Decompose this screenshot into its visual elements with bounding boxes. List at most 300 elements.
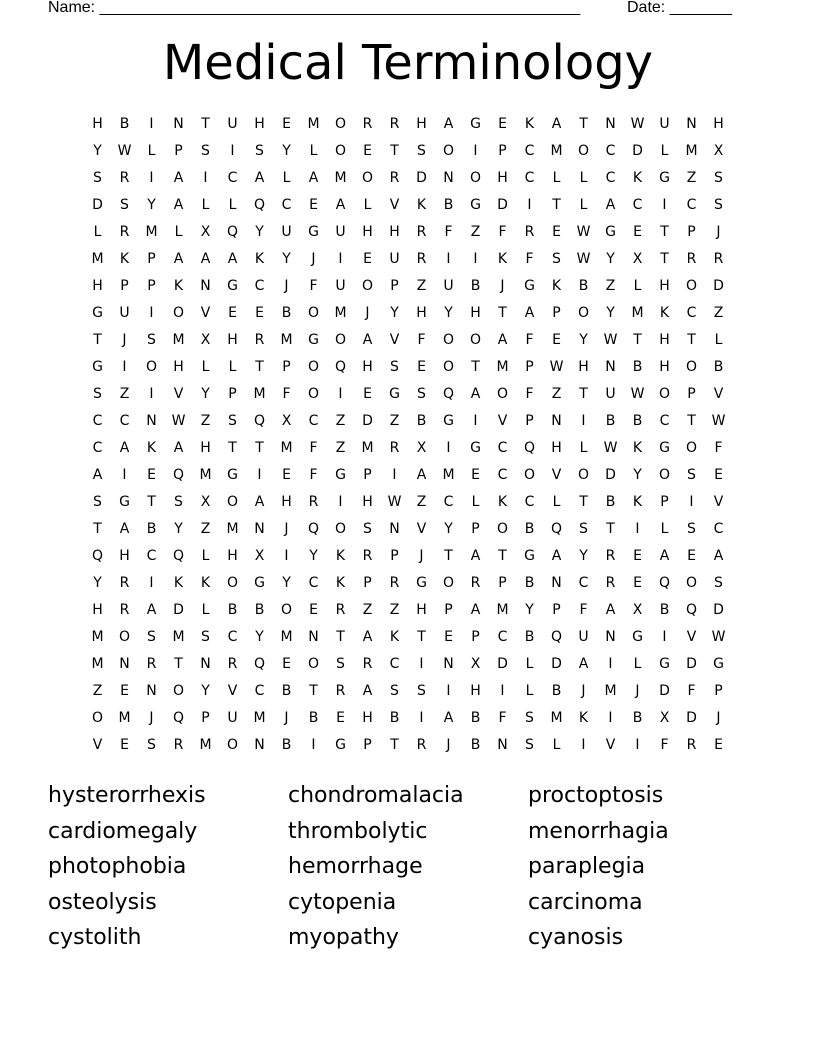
- grid-letter: O: [658, 386, 671, 402]
- grid-letter: D: [416, 170, 427, 186]
- grid-letter: S: [390, 683, 399, 699]
- grid-row: [84, 624, 732, 651]
- grid-letter: I: [149, 575, 154, 591]
- grid-letter: B: [146, 521, 157, 537]
- grid-letter: E: [363, 251, 372, 267]
- grid-letter: F: [525, 332, 534, 348]
- grid-letter: N: [254, 521, 265, 537]
- grid-letter: L: [201, 197, 210, 213]
- grid-letter: J: [284, 710, 289, 726]
- grid-letter: T: [444, 548, 453, 564]
- grid-letter: Q: [226, 224, 239, 240]
- grid-letter: E: [444, 629, 453, 645]
- grid-letter: M: [280, 440, 293, 456]
- grid-letter: T: [93, 332, 102, 348]
- grid-letter: L: [525, 683, 534, 699]
- grid-letter: H: [389, 224, 400, 240]
- grid-letter: U: [578, 629, 589, 645]
- grid-letter: T: [390, 143, 399, 159]
- grid-letter: S: [714, 170, 723, 186]
- grid-letter: S: [552, 251, 561, 267]
- grid-letter: V: [227, 683, 238, 699]
- grid-letter: O: [334, 143, 347, 159]
- grid-letter: F: [417, 332, 426, 348]
- grid-letter: N: [605, 359, 616, 375]
- grid-letter: P: [687, 224, 696, 240]
- grid-letter: Y: [444, 521, 453, 537]
- grid-letter: L: [201, 359, 210, 375]
- grid-letter: M: [253, 710, 266, 726]
- grid-letter: E: [714, 737, 723, 753]
- grid-letter: N: [686, 116, 697, 132]
- grid-letter: R: [119, 170, 130, 186]
- word-list-item: osteolysis: [48, 889, 157, 915]
- grid-letter: K: [524, 116, 535, 132]
- grid-letter: R: [389, 116, 400, 132]
- grid-letter: A: [227, 251, 238, 267]
- grid-letter: O: [226, 494, 239, 510]
- word-list-item: carcinoma: [528, 889, 643, 915]
- grid-row: [84, 192, 732, 219]
- grid-letter: G: [227, 467, 238, 483]
- grid-letter: S: [147, 332, 156, 348]
- grid-letter: R: [119, 224, 130, 240]
- grid-letter: A: [578, 656, 589, 672]
- grid-letter: I: [338, 251, 343, 267]
- grid-letter: I: [473, 413, 478, 429]
- grid-row: [84, 516, 732, 543]
- grid-letter: Y: [579, 548, 588, 564]
- grid-row: [84, 570, 732, 597]
- grid-letter: I: [635, 521, 640, 537]
- grid-letter: A: [173, 197, 184, 213]
- grid-letter: S: [687, 467, 696, 483]
- grid-letter: O: [145, 359, 158, 375]
- grid-letter: A: [605, 602, 616, 618]
- grid-letter: O: [685, 575, 698, 591]
- grid-letter: S: [228, 413, 237, 429]
- grid-letter: U: [605, 386, 616, 402]
- grid-letter: W: [117, 143, 132, 159]
- grid-letter: C: [605, 143, 616, 159]
- grid-letter: T: [309, 683, 318, 699]
- grid-letter: P: [228, 386, 237, 402]
- grid-letter: T: [390, 737, 399, 753]
- grid-letter: S: [525, 710, 534, 726]
- grid-letter: N: [605, 629, 616, 645]
- grid-letter: U: [335, 224, 346, 240]
- grid-letter: M: [604, 683, 617, 699]
- grid-letter: R: [362, 548, 373, 564]
- grid-letter: H: [659, 278, 670, 294]
- grid-letter: X: [254, 548, 265, 564]
- grid-letter: Z: [686, 170, 697, 186]
- grid-letter: X: [200, 224, 211, 240]
- grid-letter: X: [416, 440, 427, 456]
- grid-letter: E: [282, 467, 291, 483]
- grid-letter: E: [309, 197, 318, 213]
- grid-letter: W: [603, 332, 618, 348]
- grid-letter: B: [281, 737, 292, 753]
- grid-letter: L: [282, 170, 291, 186]
- name-field-label: Name: ______________________________________________________: [48, 0, 581, 16]
- grid-letter: W: [171, 413, 186, 429]
- grid-letter: L: [147, 143, 156, 159]
- grid-letter: N: [443, 656, 454, 672]
- grid-letter: S: [201, 629, 210, 645]
- word-list-item: hemorrhage: [288, 854, 423, 879]
- grid-letter: T: [579, 494, 588, 510]
- grid-letter: J: [149, 710, 154, 726]
- grid-letter: G: [254, 575, 265, 591]
- grid-letter: V: [551, 467, 562, 483]
- grid-letter: B: [524, 521, 535, 537]
- grid-letter: Q: [253, 197, 266, 213]
- grid-letter: D: [173, 602, 184, 618]
- grid-letter: U: [335, 278, 346, 294]
- grid-letter: I: [527, 197, 532, 213]
- grid-letter: S: [687, 521, 696, 537]
- grid-letter: K: [254, 251, 265, 267]
- grid-letter: I: [338, 494, 343, 510]
- grid-letter: S: [336, 656, 345, 672]
- grid-letter: L: [471, 494, 480, 510]
- grid-letter: M: [199, 737, 212, 753]
- grid-letter: I: [608, 656, 613, 672]
- grid-letter: C: [578, 575, 589, 591]
- grid-letter: D: [632, 143, 643, 159]
- grid-letter: I: [473, 143, 478, 159]
- grid-letter: E: [309, 602, 318, 618]
- grid-letter: P: [363, 737, 372, 753]
- grid-letter: H: [92, 278, 103, 294]
- grid-letter: V: [497, 413, 508, 429]
- grid-letter: I: [203, 170, 208, 186]
- grid-letter: O: [577, 305, 590, 321]
- grid-letter: Q: [172, 467, 185, 483]
- grid-letter: N: [308, 629, 319, 645]
- grid-letter: E: [363, 143, 372, 159]
- grid-letter: G: [119, 494, 130, 510]
- grid-letter: Q: [172, 548, 185, 564]
- grid-letter: A: [335, 197, 346, 213]
- grid-letter: B: [443, 197, 454, 213]
- grid-letter: K: [119, 251, 130, 267]
- grid-letter: A: [362, 683, 373, 699]
- grid-letter: F: [525, 251, 534, 267]
- grid-letter: T: [606, 521, 615, 537]
- grid-letter: N: [146, 413, 157, 429]
- grid-letter: A: [416, 467, 427, 483]
- grid-letter: N: [389, 521, 400, 537]
- grid-letter: I: [446, 440, 451, 456]
- grid-letter: G: [389, 386, 400, 402]
- grid-letter: G: [470, 197, 481, 213]
- grid-letter: Y: [174, 521, 183, 537]
- grid-letter: S: [93, 494, 102, 510]
- grid-letter: P: [363, 575, 372, 591]
- grid-letter: R: [389, 575, 400, 591]
- grid-letter: Z: [551, 386, 562, 402]
- grid-letter: V: [92, 737, 103, 753]
- grid-letter: L: [552, 737, 561, 753]
- grid-letter: C: [146, 548, 157, 564]
- grid-letter: R: [227, 656, 238, 672]
- grid-letter: J: [500, 278, 505, 294]
- grid-letter: O: [172, 683, 185, 699]
- grid-letter: F: [525, 386, 534, 402]
- grid-letter: Z: [92, 683, 103, 699]
- grid-row: [84, 111, 732, 138]
- grid-letter: T: [93, 521, 102, 537]
- grid-letter: W: [576, 224, 591, 240]
- grid-letter: R: [362, 656, 373, 672]
- grid-letter: R: [146, 656, 157, 672]
- grid-letter: O: [442, 359, 455, 375]
- grid-letter: T: [579, 116, 588, 132]
- grid-letter: U: [227, 710, 238, 726]
- grid-letter: G: [335, 737, 346, 753]
- grid-letter: W: [576, 251, 591, 267]
- grid-letter: P: [444, 602, 453, 618]
- grid-letter: K: [632, 170, 643, 186]
- grid-letter: N: [254, 737, 265, 753]
- grid-letter: D: [605, 467, 616, 483]
- word-list-item: photophobia: [48, 854, 187, 879]
- grid-letter: N: [119, 656, 130, 672]
- grid-letter: B: [632, 359, 643, 375]
- grid-letter: Y: [309, 548, 318, 564]
- grid-letter: O: [685, 278, 698, 294]
- grid-letter: J: [446, 737, 451, 753]
- grid-letter: I: [149, 116, 154, 132]
- grid-letter: M: [361, 440, 374, 456]
- grid-row: [84, 732, 732, 759]
- grid-letter: A: [470, 548, 481, 564]
- grid-letter: N: [551, 575, 562, 591]
- grid-letter: O: [577, 467, 590, 483]
- grid-letter: A: [173, 251, 184, 267]
- grid-letter: C: [254, 278, 265, 294]
- grid-letter: Z: [389, 602, 400, 618]
- grid-letter: H: [92, 602, 103, 618]
- grid-letter: S: [255, 143, 264, 159]
- grid-letter: T: [660, 224, 669, 240]
- grid-letter: R: [254, 332, 265, 348]
- grid-letter: E: [336, 710, 345, 726]
- grid-letter: G: [443, 413, 454, 429]
- grid-letter: W: [711, 413, 726, 429]
- grid-letter: A: [254, 170, 265, 186]
- grid-letter: J: [284, 521, 289, 537]
- grid-letter: K: [173, 575, 184, 591]
- grid-letter: O: [469, 170, 482, 186]
- grid-letter: M: [631, 305, 644, 321]
- grid-letter: A: [551, 116, 562, 132]
- grid-letter: G: [308, 224, 319, 240]
- grid-letter: P: [282, 359, 291, 375]
- date-field-label: Date: _______: [627, 0, 732, 16]
- grid-letter: T: [687, 332, 696, 348]
- grid-letter: A: [92, 467, 103, 483]
- grid-letter: V: [173, 386, 184, 402]
- grid-letter: J: [311, 251, 316, 267]
- grid-letter: B: [470, 710, 481, 726]
- grid-letter: K: [335, 575, 346, 591]
- grid-letter: B: [524, 575, 535, 591]
- grid-letter: E: [147, 467, 156, 483]
- grid-letter: Z: [713, 305, 724, 321]
- grid-letter: B: [281, 305, 292, 321]
- grid-letter: A: [551, 548, 562, 564]
- grid-letter: Z: [200, 413, 211, 429]
- grid-letter: S: [525, 737, 534, 753]
- grid-letter: C: [308, 413, 319, 429]
- grid-letter: J: [284, 278, 289, 294]
- grid-letter: Z: [362, 602, 373, 618]
- grid-letter: P: [471, 521, 480, 537]
- grid-letter: Q: [550, 629, 563, 645]
- grid-letter: I: [473, 251, 478, 267]
- grid-letter: M: [172, 629, 185, 645]
- grid-letter: P: [390, 548, 399, 564]
- grid-letter: S: [93, 386, 102, 402]
- grid-letter: Y: [390, 305, 399, 321]
- grid-letter: N: [200, 656, 211, 672]
- grid-letter: E: [255, 305, 264, 321]
- grid-letter: M: [199, 467, 212, 483]
- grid-letter: X: [632, 251, 643, 267]
- grid-letter: Y: [606, 305, 615, 321]
- grid-letter: L: [228, 359, 237, 375]
- grid-letter: Q: [685, 602, 698, 618]
- grid-letter: C: [605, 170, 616, 186]
- grid-letter: O: [334, 116, 347, 132]
- grid-letter: X: [659, 710, 670, 726]
- grid-letter: A: [470, 602, 481, 618]
- grid-row: [84, 138, 732, 165]
- grid-letter: M: [685, 143, 698, 159]
- grid-letter: D: [551, 656, 562, 672]
- grid-letter: C: [92, 440, 103, 456]
- grid-letter: T: [579, 386, 588, 402]
- grid-letter: M: [172, 332, 185, 348]
- grid-letter: Y: [282, 575, 291, 591]
- grid-letter: F: [498, 224, 507, 240]
- grid-letter: R: [524, 224, 535, 240]
- grid-letter: O: [91, 710, 104, 726]
- grid-letter: L: [633, 278, 642, 294]
- grid-letter: H: [227, 332, 238, 348]
- grid-letter: H: [254, 116, 265, 132]
- grid-letter: O: [469, 332, 482, 348]
- grid-letter: X: [713, 143, 724, 159]
- grid-letter: K: [335, 548, 346, 564]
- grid-letter: N: [146, 683, 157, 699]
- grid-letter: T: [417, 629, 426, 645]
- grid-letter: I: [230, 143, 235, 159]
- grid-letter: M: [91, 629, 104, 645]
- grid-letter: A: [254, 494, 265, 510]
- grid-letter: E: [552, 332, 561, 348]
- grid-letter: H: [551, 440, 562, 456]
- grid-letter: R: [416, 224, 427, 240]
- grid-letter: F: [309, 467, 318, 483]
- grid-letter: H: [416, 602, 427, 618]
- grid-letter: P: [174, 143, 183, 159]
- grid-letter: A: [497, 332, 508, 348]
- grid-letter: P: [498, 143, 507, 159]
- grid-letter: L: [201, 602, 210, 618]
- grid-letter: W: [630, 116, 645, 132]
- grid-letter: G: [227, 278, 238, 294]
- grid-letter: L: [552, 494, 561, 510]
- grid-letter: U: [443, 278, 454, 294]
- grid-letter: T: [552, 197, 561, 213]
- grid-letter: O: [226, 575, 239, 591]
- grid-letter: S: [417, 386, 426, 402]
- grid-letter: T: [633, 332, 642, 348]
- grid-letter: L: [552, 170, 561, 186]
- grid-letter: A: [443, 116, 454, 132]
- grid-letter: C: [227, 170, 238, 186]
- grid-letter: H: [227, 548, 238, 564]
- grid-letter: S: [417, 143, 426, 159]
- grid-letter: J: [635, 683, 640, 699]
- grid-row: [84, 597, 732, 624]
- grid-letter: F: [660, 737, 669, 753]
- grid-letter: M: [280, 332, 293, 348]
- grid-letter: H: [497, 170, 508, 186]
- grid-letter: L: [579, 440, 588, 456]
- grid-letter: C: [686, 305, 697, 321]
- grid-letter: G: [308, 332, 319, 348]
- grid-letter: Q: [253, 413, 266, 429]
- grid-letter: S: [417, 683, 426, 699]
- grid-letter: Y: [282, 143, 291, 159]
- grid-letter: A: [200, 251, 211, 267]
- grid-letter: I: [284, 548, 289, 564]
- grid-letter: Q: [442, 386, 455, 402]
- grid-letter: K: [659, 305, 670, 321]
- grid-letter: H: [362, 359, 373, 375]
- grid-letter: S: [201, 143, 210, 159]
- grid-row: [84, 435, 732, 462]
- grid-letter: V: [605, 737, 616, 753]
- grid-letter: X: [200, 332, 211, 348]
- grid-letter: I: [419, 656, 424, 672]
- grid-letter: T: [255, 359, 264, 375]
- grid-letter: E: [417, 359, 426, 375]
- grid-letter: P: [687, 386, 696, 402]
- grid-letter: G: [524, 278, 535, 294]
- grid-letter: P: [471, 629, 480, 645]
- grid-letter: G: [524, 548, 535, 564]
- grid-row: [84, 354, 732, 381]
- grid-letter: R: [119, 602, 130, 618]
- grid-letter: H: [470, 683, 481, 699]
- grid-row: [84, 381, 732, 408]
- grid-letter: P: [525, 359, 534, 375]
- grid-letter: I: [392, 467, 397, 483]
- grid-letter: M: [442, 467, 455, 483]
- grid-letter: U: [281, 224, 292, 240]
- grid-letter: O: [226, 737, 239, 753]
- grid-letter: Y: [201, 386, 210, 402]
- grid-letter: G: [713, 656, 724, 672]
- word-list-item: cyanosis: [528, 925, 624, 950]
- grid-letter: G: [659, 656, 670, 672]
